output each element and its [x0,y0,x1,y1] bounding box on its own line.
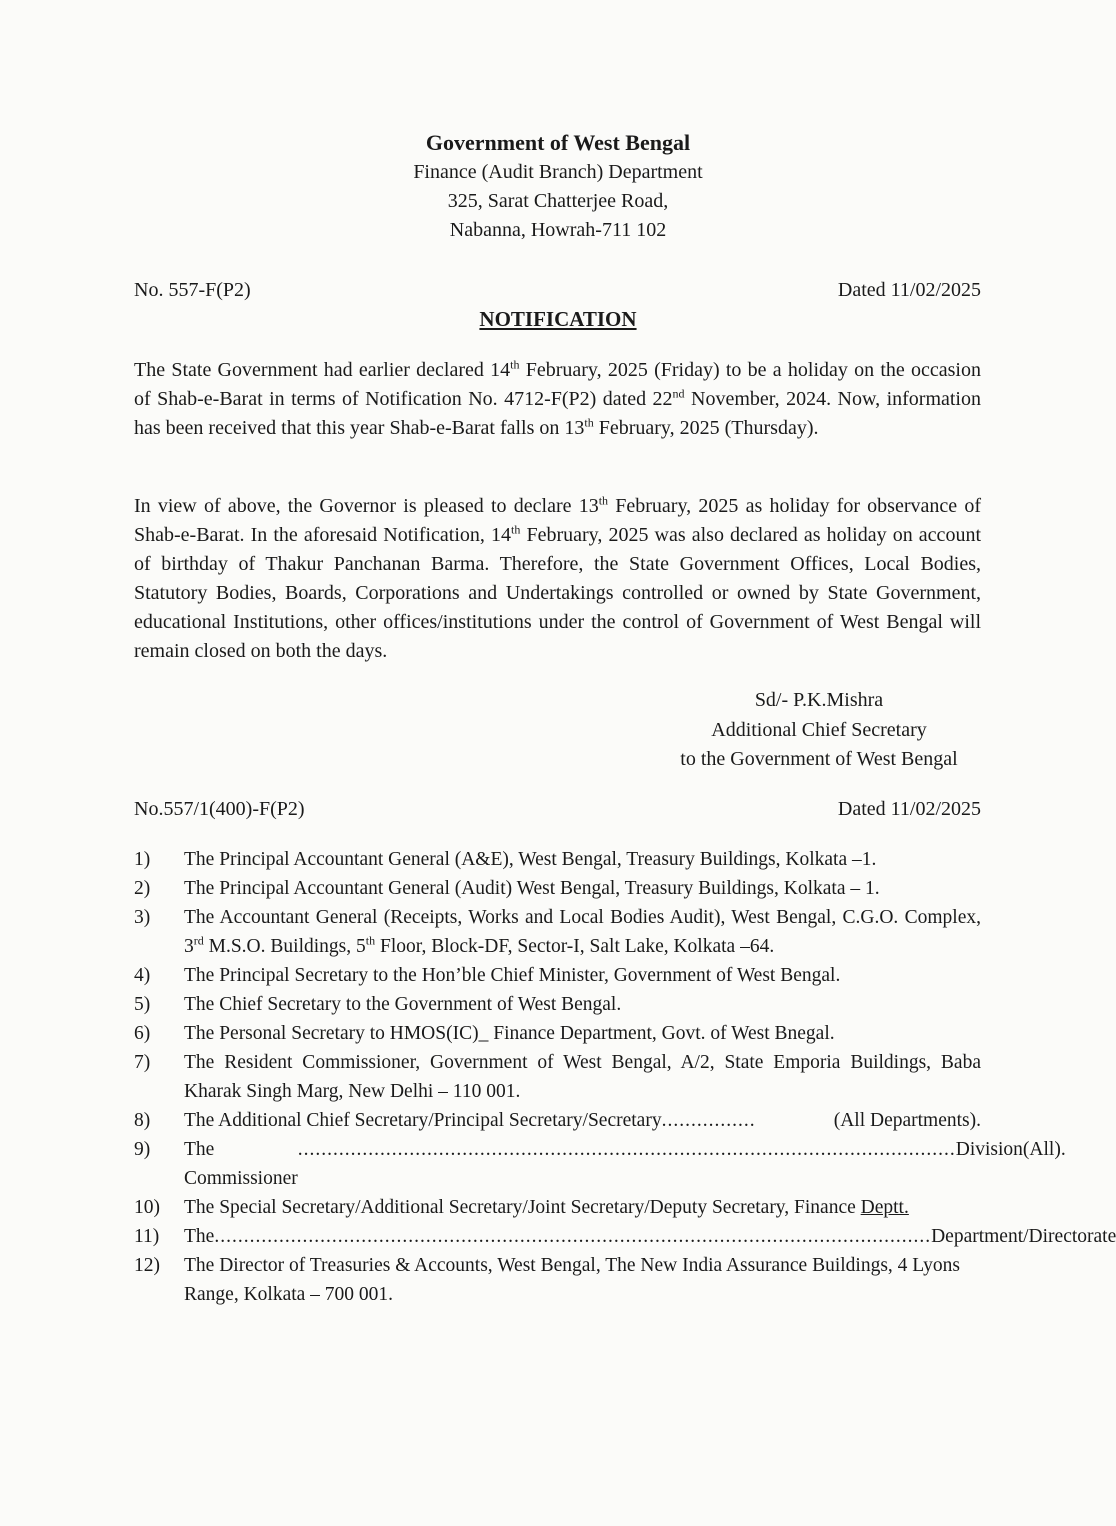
list-item: 1) The Principal Accountant General (A&E), West Bengal, Treasury Buildings, Kolkata –1. [134,849,877,870]
list-item: 12) The Director of Treasuries & Accounts, West Bengal, The New India Assurance Buildings, 4 Lyons Range, Kolkata – 700 001. [134,1255,960,1305]
list-item: 8) The Additional Chief Secretary/Principal Secretary/Secretary ................ (All Departments). [134,1110,981,1131]
list-item: 9) The Commissioner ................................................................................................................ Division(All). [134,1139,1066,1189]
list-item: 11) The .......................................................................................................................... Department/Directorate [134,1226,1116,1247]
reference-row [134,276,981,305]
signature-block [660,686,978,775]
signatory-org: to the Government of West Bengal [680,748,958,770]
list-item: 4) The Principal Secretary to the Hon’ble Chief Minister, Government of West Bengal. [134,965,841,986]
reference-number: No. 557-F(P2) [134,279,251,301]
signatory-name: Sd/- P.K.Mishra [754,689,884,711]
list-item: 10) The Special Secretary/Additional Secretary/Joint Secretary/Deputy Secretary, Finance Deptt. [134,1197,909,1218]
memo-row [134,795,981,824]
paragraph-2: In view of above, the Governor is pleased to declare 13th February, 2025 as holiday for observance of Shab-e-Barat. In the aforesaid Notification, 14th February, 2025 was also declared as holiday on account of birthday of Thakur Panchanan Barma. Therefore, the State Government Offices, Local Bodies, Statutory Bodies, Boards, Corporations and Undertakings controlled or owned by State Government, educational Institutions, other offices/institutions under the control of Government of West Bengal will remain closed on both the days. [134,493,982,662]
list-item: 6) The Personal Secretary to HMOS(IC)_ Finance Department, Govt. of West Bnegal. [134,1023,835,1044]
memo-number: No.557/1(400)-F(P2) [134,798,305,820]
paragraph-1: The State Government had earlier declared 14th February, 2025 (Friday) to be a holiday on the occasion of Shab-e-Barat in terms of Notification No. 4712-F(P2) dated 22nd November, 2024. Now, information has been received that this year Shab-e-Barat falls on 13th February, 2025 (Thursday). [134,357,981,439]
memo-date: Dated 11/02/2025 [837,798,981,820]
notification-title: NOTIFICATION [479,307,637,331]
reference-date: Dated 11/02/2025 [837,279,981,301]
list-item: 7) The Resident Commissioner, Government of West Bengal, A/2, State Emporia Buildings, Baba Kharak Singh Marg, New Delhi – 110 001. [134,1052,981,1102]
government-name: Government of West Bengal [425,130,691,155]
department-name: Finance (Audit Branch) Department [413,161,703,183]
distribution-list [134,845,1116,1309]
list-item: 2) The Principal Accountant General (Audit) West Bengal, Treasury Buildings, Kolkata – 1. [134,878,880,899]
letterhead [0,128,1116,245]
address-line-2: Nabanna, Howrah-711 102 [449,219,667,241]
list-item: 5) The Chief Secretary to the Government of West Bengal. [134,994,622,1015]
list-item: 3) The Accountant General (Receipts, Works and Local Bodies Audit), West Bengal, C.G.O. Complex, 3rd M.S.O. Buildings, 5th Floor, Block-DF, Sector-I, Salt Lake, Kolkata –64. [134,907,981,957]
signatory-designation: Additional Chief Secretary [711,718,927,741]
address-line-1: 325, Sarat Chatterjee Road, [447,190,669,212]
